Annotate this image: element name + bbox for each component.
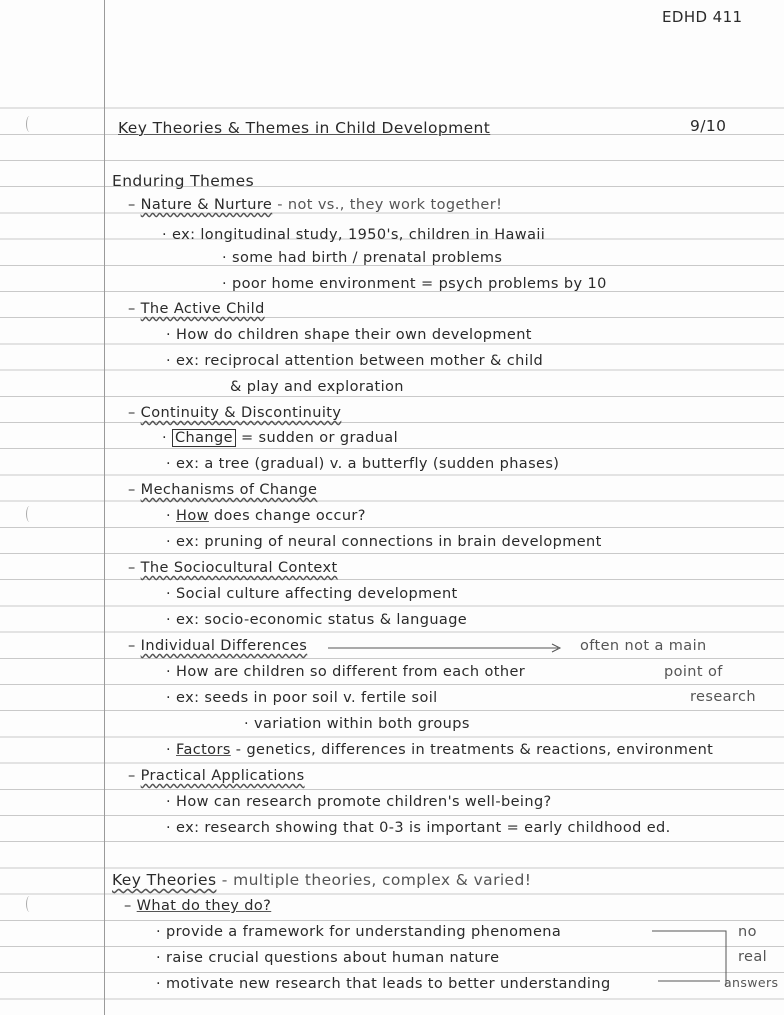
- note-line: · variation within both groups: [244, 716, 470, 732]
- note-text: variation within both groups: [254, 716, 470, 732]
- note-line: · ex: reciprocal attention between mother & child: [166, 353, 544, 369]
- note-text: ex: socio-economic status & language: [176, 612, 468, 628]
- binder-hole-mark: [26, 896, 33, 912]
- note-line: · ex: longitudinal study, 1950's, children in Hawaii: [162, 227, 546, 243]
- section-heading-enduring: Enduring Themes: [112, 172, 255, 190]
- note-line: · provide a framework for understanding phenomena: [156, 924, 562, 940]
- theme-mechanisms: – Mechanisms of Change: [128, 482, 318, 498]
- note-text: - genetics, differences in treatments & reactions, environment: [235, 742, 714, 758]
- side-note: no: [738, 924, 757, 940]
- theme-nature-nurture: – Nature & Nurture - not vs., they work together!: [128, 197, 503, 213]
- note-text: provide a framework for understanding phenomena: [166, 924, 562, 940]
- theme-label: Mechanisms of Change: [140, 482, 318, 498]
- note-line: · poor home environment = psych problems by 10: [222, 276, 607, 292]
- theme-continuity: – Continuity & Discontinuity: [128, 405, 342, 421]
- theme-label: The Active Child: [140, 301, 265, 317]
- note-text: motivate new research that leads to better understanding: [166, 976, 611, 992]
- note-text: ex: longitudinal study, 1950's, children in Hawaii: [172, 227, 546, 243]
- binder-hole-mark: [26, 116, 33, 132]
- theme-note: - not vs., they work together!: [277, 197, 503, 213]
- note-text: ex: reciprocal attention between mother & child: [176, 353, 544, 369]
- note-text: ex: a tree (gradual) v. a butterfly (sudden phases): [176, 456, 560, 472]
- note-text: poor home environment = psych problems by 10: [232, 276, 607, 292]
- note-text: ex: seeds in poor soil v. fertile soil: [176, 690, 438, 706]
- note-text: raise crucial questions about human nature: [166, 950, 500, 966]
- course-code: EDHD 411: [662, 8, 743, 26]
- page-title: Key Theories & Themes in Child Development: [118, 119, 491, 137]
- theme-label: Practical Applications: [140, 768, 305, 784]
- note-line: · How does change occur?: [166, 508, 366, 524]
- arrow-icon: [328, 642, 566, 654]
- note-line: · ex: a tree (gradual) v. a butterfly (sudden phases): [166, 456, 560, 472]
- theme-label: Individual Differences: [140, 638, 308, 654]
- bracket-arrows-icon: [652, 923, 734, 993]
- underlined-term: How: [176, 508, 209, 524]
- note-line: · How are children so different from each other: [166, 664, 526, 680]
- note-text: ex: pruning of neural connections in brain development: [176, 534, 602, 550]
- note-line: · motivate new research that leads to better understanding: [156, 976, 611, 992]
- note-text: = sudden or gradual: [240, 430, 399, 446]
- section-heading-key-theories: [112, 871, 531, 889]
- note-line: · How do children shape their own development: [166, 327, 532, 343]
- note-line: & play and exploration: [230, 379, 404, 395]
- side-note: answers: [724, 975, 779, 990]
- note-line: · Factors - genetics, differences in treatments & reactions, environment: [166, 742, 714, 758]
- note-line: · ex: socio-economic status & language: [166, 612, 468, 628]
- page-date: 9/10: [690, 117, 727, 135]
- note-line: · How can research promote children's well-being?: [166, 794, 552, 810]
- theme-sociocultural: – The Sociocultural Context: [128, 560, 338, 576]
- note-text: How are children so different from each other: [176, 664, 526, 680]
- note-line: · some had birth / prenatal problems: [222, 250, 503, 266]
- note-text: some had birth / prenatal problems: [232, 250, 503, 266]
- margin-rule: [104, 0, 105, 1015]
- note-text: Social culture affecting development: [176, 586, 458, 602]
- note-text: ex: research showing that 0-3 is important = early childhood ed.: [176, 820, 671, 836]
- underlined-term: Factors: [176, 742, 231, 758]
- boxed-term: Change: [172, 429, 236, 447]
- note-line: · ex: seeds in poor soil v. fertile soil: [166, 690, 438, 706]
- section-note: - multiple theories, complex & varied!: [221, 871, 532, 889]
- note-line: · raise crucial questions about human nature: [156, 950, 500, 966]
- side-note: often not a main: [580, 638, 707, 654]
- side-note: real: [738, 949, 768, 965]
- note-line: · Social culture affecting development: [166, 586, 458, 602]
- note-text: What do they do?: [136, 898, 272, 914]
- note-text: does change occur?: [213, 508, 366, 524]
- note-line: · ex: pruning of neural connections in brain development: [166, 534, 602, 550]
- side-note: point of: [664, 664, 723, 680]
- section-heading-text: Key Theories: [112, 871, 217, 889]
- theme-label: Continuity & Discontinuity: [140, 405, 342, 421]
- theme-practical: – Practical Applications: [128, 768, 305, 784]
- theme-label: The Sociocultural Context: [140, 560, 338, 576]
- theme-individual: – Individual Differences: [128, 638, 308, 654]
- note-line: · ex: research showing that 0-3 is important = early childhood ed.: [166, 820, 671, 836]
- note-line: – What do they do?: [124, 898, 272, 914]
- binder-hole-mark: [26, 506, 33, 522]
- side-note: research: [690, 689, 756, 705]
- note-line: · Change = sudden or gradual: [162, 430, 399, 446]
- note-text: How can research promote children's well-being?: [176, 794, 552, 810]
- note-text: How do children shape their own development: [176, 327, 532, 343]
- theme-active-child: – The Active Child: [128, 301, 265, 317]
- theme-label: Nature & Nurture: [140, 197, 273, 213]
